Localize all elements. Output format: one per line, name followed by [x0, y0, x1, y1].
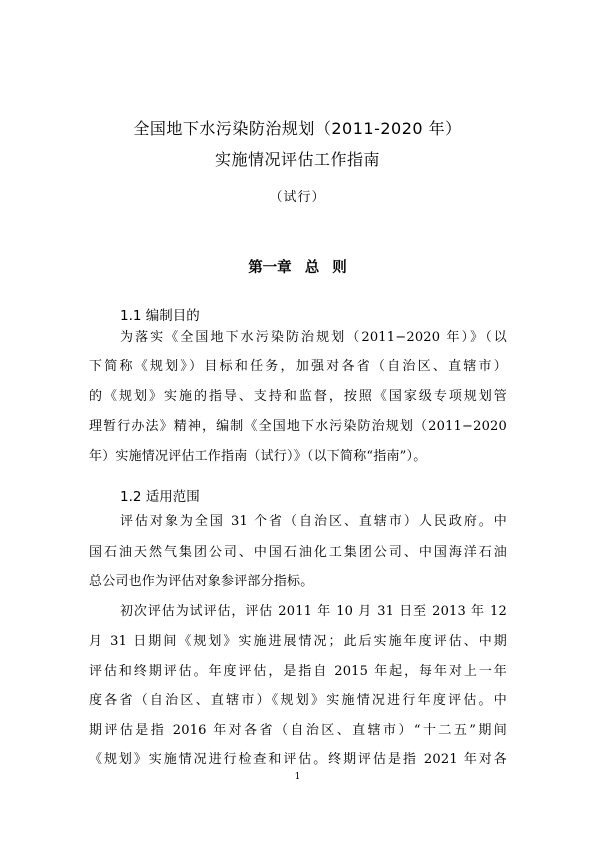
paragraph-line: 下简称《规划》）目标和任务，加强对各省（自治区、直辖市） [89, 359, 507, 374]
paragraph-line: 总公司也作为评估对象参评部分指标。 [89, 574, 314, 589]
paragraph-line: 国石油天然气集团公司、中国石油化工集团公司、中国海洋石油 [89, 545, 507, 560]
page-number: 1 [294, 772, 301, 782]
chapter-heading: 第一章 总 则 [248, 260, 347, 276]
paragraph-line: 初次评估为试评估，评估 2011 年 10 月 31 日至 2013 年 12 [120, 604, 507, 619]
paragraph-line: 评估对象为全国 31 个省（自治区、直辖市）人民政府。中 [120, 514, 507, 529]
document-subtitle: （试行） [269, 190, 326, 205]
document-title-line-2: 实施情况评估工作指南 [214, 150, 380, 169]
section-heading-scope: 1.2 适用范围 [120, 489, 200, 505]
paragraph-line: 的《规划》实施的指导、支持和监督，按照《国家级专项规划管 [89, 389, 507, 404]
paragraph-line: 《规划》实施情况进行检查和评估。终期评估是指 2021 年对各 [89, 752, 507, 767]
paragraph-line: 度各省（自治区、直辖市）《规划》实施情况进行年度评估。中 [89, 693, 507, 708]
paragraph-line: 月 31 日期间《规划》实施进展情况；此后实施年度评估、中期 [89, 634, 507, 649]
section-heading-purpose: 1.1 编制目的 [120, 308, 200, 324]
paragraph-line: 为落实《全国地下水污染防治规划（2011−2020 年）》（以 [120, 330, 507, 345]
paragraph-line: 理暂行办法》精神，编制《全国地下水污染防治规划（2011−2020 [89, 419, 507, 434]
document-title-line-1: 全国地下水污染防治规划（2011-2020 年） [133, 119, 462, 138]
paragraph-line: 评估和终期评估。年度评估，是指自 2015 年起，每年对上一年 [89, 664, 507, 679]
paragraph-line: 年）实施情况评估工作指南（试行）》（以下简称“指南”）。 [89, 449, 427, 464]
paragraph-line: 期评估是指 2016 年对各省（自治区、直辖市）“十二五”期间 [89, 723, 507, 738]
